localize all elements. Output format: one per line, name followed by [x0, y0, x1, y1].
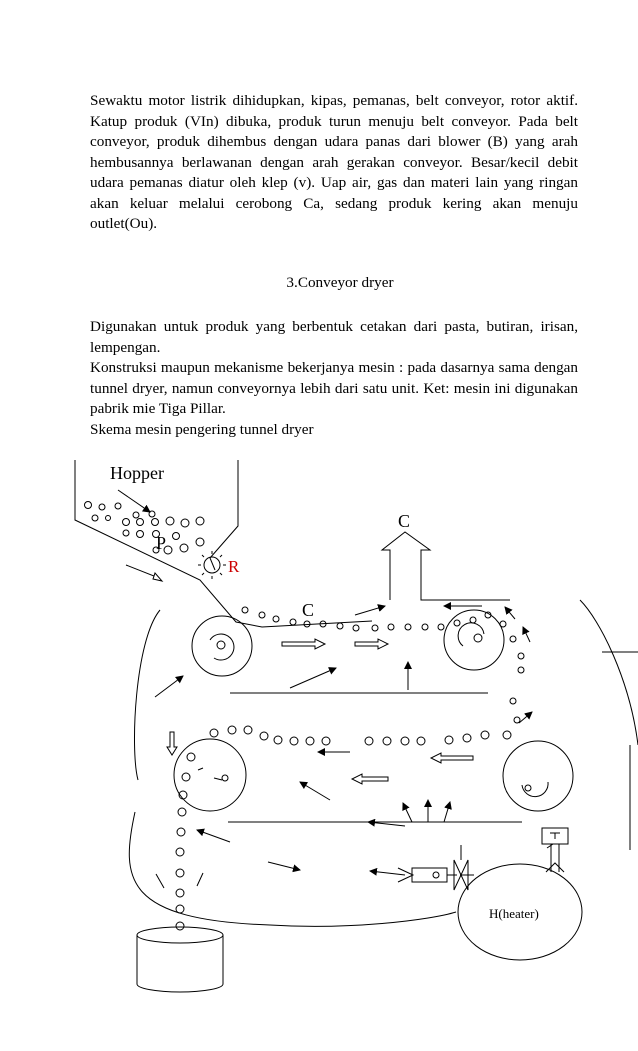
lower-belt-pellets: [176, 726, 511, 930]
paragraph-caption: Skema mesin pengering tunnel dryer: [90, 420, 314, 438]
paragraph-operation: Sewaktu motor listrik dihidupkan, kipas, pemanas, belt conveyor, rotor aktif. Katup produk (VIn) dibuka, produk turun menuju belt conveyor. Pada belt conveyor, produk dihembus dengan udara panas dari blower (B) yang arah hembusannya berlawanan dengan arah gerakan conveyor. Besar/kecil debit udara pemanas diatur oleh klep (v). Uap air, gas dan materi lain yang ringan akan keluar melalui cerobong Ca, sedang produk kering akan menuju outlet(Ou).: [90, 92, 578, 232]
chimney: [382, 532, 510, 600]
hopper-left-wall: [75, 460, 372, 627]
intro-text-block: [90, 91, 578, 235]
flow-arrows: [167, 639, 473, 784]
fan-icon: [542, 828, 568, 872]
label-rotor: R: [228, 557, 240, 576]
inlet-arrow: [126, 565, 162, 581]
label-p: P: [156, 533, 167, 553]
tunnel-dryer-diagram: [0, 450, 638, 1051]
air-arrows: [155, 606, 553, 875]
hopper-right-wall: [210, 460, 238, 570]
dryer-housing: [129, 600, 638, 926]
label-conveyor: C: [302, 600, 315, 620]
upper-belt-pellets: [242, 607, 524, 723]
label-hopper: Hopper: [110, 463, 164, 483]
paragraph-usage: Digunakan untuk produk yang berbentuk cetakan dari pasta, butiran, irisan, lempengan.: [90, 318, 578, 356]
conveyor-text-block: [90, 317, 578, 440]
blower-duct: [398, 845, 474, 890]
hopper-arrow: [118, 490, 150, 512]
label-chimney: C: [398, 511, 411, 531]
label-heater: H(heater): [489, 906, 539, 921]
paragraph-construction: Konstruksi maupun mekanisme bekerjanya mesin : pada dasarnya sama dengan tunnel dryer, namun conveyornya lebih dari satu unit. Ket: mesin ini digunakan pabrik mie Tiga Pillar.: [90, 359, 578, 417]
hopper-pellets: [85, 502, 205, 555]
outlet: [137, 873, 223, 992]
section-heading: 3.Conveyor dryer: [286, 274, 394, 291]
